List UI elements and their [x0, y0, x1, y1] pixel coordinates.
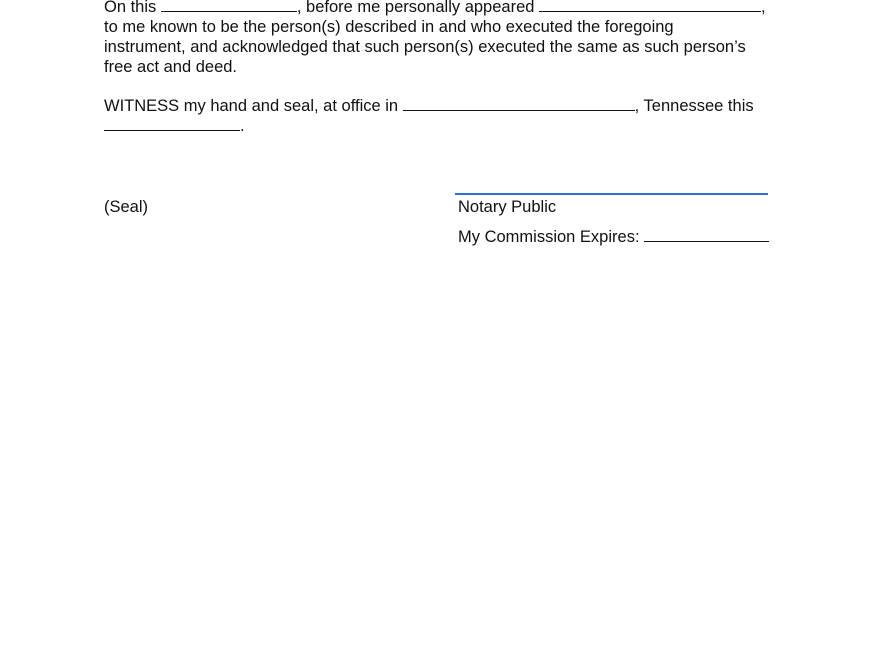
acknowledgment-line-2: to me known to be the person(s) described in and who executed the foregoing	[104, 18, 674, 36]
witness-text: WITNESS my hand and seal, at office in	[104, 97, 403, 115]
notary-signature-line[interactable]	[455, 193, 768, 195]
tennessee-text: , Tennessee this	[634, 97, 754, 115]
appeared-text: , before me personally appeared	[296, 0, 540, 16]
commission-expires-label: My Commission Expires:	[458, 228, 645, 246]
witness-period: .	[240, 117, 245, 135]
acknowledgment-line-3: instrument, and acknowledged that such person(s) executed the same as such person’s	[104, 38, 746, 56]
date-blank[interactable]	[161, 0, 297, 12]
comma-text: ,	[761, 0, 766, 16]
person-name-blank[interactable]	[539, 0, 761, 12]
seal-label: (Seal)	[104, 198, 149, 216]
witness-line-2	[104, 116, 245, 136]
on-this-text: On this	[104, 0, 161, 16]
witness-line-1	[104, 96, 754, 116]
acknowledgment-line-4: free act and deed.	[104, 58, 238, 76]
commission-expiry-blank[interactable]	[644, 227, 769, 242]
office-location-blank[interactable]	[403, 96, 635, 111]
notary-public-label: Notary Public	[458, 198, 557, 216]
commission-expires-row	[458, 227, 769, 247]
acknowledgment-line-1	[104, 0, 766, 17]
witness-date-blank[interactable]	[104, 116, 240, 131]
